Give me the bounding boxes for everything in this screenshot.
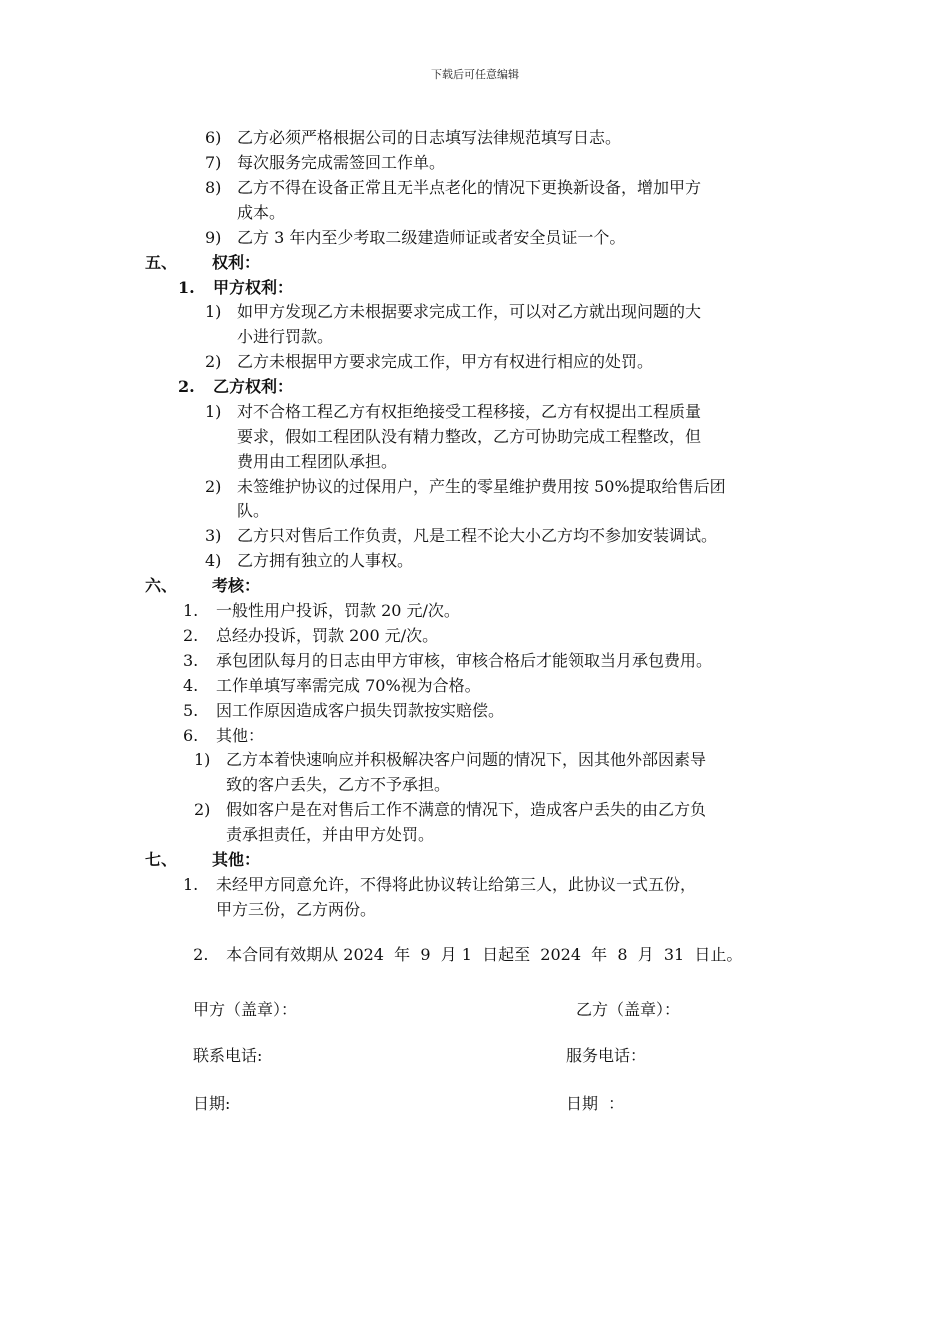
- list-item: [205, 228, 625, 248]
- item-text: 乙方 3 年内至少考取二级建造师证或者安全员证一个。: [237, 228, 626, 247]
- item-continuation: 队。: [237, 501, 270, 520]
- item-number: 2): [205, 477, 222, 496]
- item-text: 本合同有效期从 2024 年 9 月 1 日起至 2024 年 8 月 31 日止。: [226, 945, 743, 964]
- list-item: [183, 626, 438, 646]
- item-number: 2.: [183, 626, 199, 645]
- list-item: [194, 800, 706, 820]
- item-number: 4): [205, 551, 222, 570]
- item-text: 其他：: [216, 726, 265, 745]
- list-item: [205, 551, 413, 571]
- item-text: 乙方不得在设备正常且无半点老化的情况下更换新设备，增加甲方: [237, 178, 702, 197]
- subsection-number: 2.: [178, 377, 195, 396]
- item-text: 乙方只对售后工作负责，凡是工程不论大小乙方均不参加安装调试。: [237, 526, 718, 545]
- date-b-label: 日期 ：: [566, 1094, 625, 1113]
- item-number: 5.: [183, 701, 199, 720]
- list-item: [183, 676, 481, 696]
- section-number: 七、: [145, 850, 178, 869]
- section-heading: [145, 576, 260, 596]
- section-number: 五、: [145, 253, 178, 272]
- item-text: 如甲方发现乙方未根据要求完成工作，可以对乙方就出现问题的大: [237, 302, 702, 321]
- item-text: 每次服务完成需签回工作单。: [237, 153, 446, 172]
- subsection-heading: [178, 278, 293, 298]
- list-item: [205, 526, 717, 546]
- section-heading: [145, 253, 260, 273]
- item-text: 假如客户是在对售后工作不满意的情况下，造成客户丢失的由乙方负: [226, 800, 707, 819]
- item-text: 因工作原因造成客户损失罚款按实赔偿。: [216, 701, 505, 720]
- list-item: [205, 477, 726, 497]
- item-text: 总经办投诉，罚款 200 元/次。: [216, 626, 439, 645]
- list-item: [183, 651, 712, 671]
- item-continuation: 费用由工程团队承担。: [237, 452, 398, 471]
- subsection-heading: [178, 377, 293, 397]
- item-number: 3): [205, 526, 222, 545]
- item-text: 乙方拥有独立的人事权。: [237, 551, 414, 570]
- list-item: [183, 875, 696, 895]
- item-continuation: 责承担责任，并由甲方处罚。: [226, 825, 435, 844]
- item-number: 1): [205, 302, 222, 321]
- list-item: [205, 178, 701, 198]
- item-number: 7): [205, 153, 222, 172]
- item-continuation: 甲方三份，乙方两份。: [216, 900, 377, 919]
- list-item: [205, 128, 621, 148]
- section-title: 权利：: [212, 253, 261, 272]
- list-item: [183, 925, 742, 965]
- item-text: 乙方未根据甲方要求完成工作，甲方有权进行相应的处罚。: [237, 352, 654, 371]
- item-number: 2): [194, 800, 211, 819]
- service-phone-label: 服务电话：: [566, 1046, 647, 1065]
- item-number: 3.: [183, 651, 199, 670]
- item-text: 承包团队每月的日志由甲方审核，审核合格后才能领取当月承包费用。: [216, 651, 713, 670]
- list-item: [205, 402, 701, 422]
- item-continuation: 小进行罚款。: [237, 327, 334, 346]
- subsection-title: 乙方权利：: [213, 377, 294, 396]
- contact-phone-label: 联系电话:: [193, 1046, 263, 1065]
- item-text: 工作单填写率需完成 70%视为合格。: [216, 676, 481, 695]
- subsection-title: 甲方权利：: [213, 278, 294, 297]
- item-number: 1.: [183, 601, 199, 620]
- list-item: [205, 153, 445, 173]
- list-item: [183, 726, 264, 746]
- item-number: 2.: [193, 945, 209, 964]
- item-number: 8): [205, 178, 222, 197]
- subsection-number: 1.: [178, 278, 195, 297]
- party-a-seal-label: 甲方（盖章）：: [193, 1000, 298, 1019]
- date-a-label: 日期:: [193, 1094, 231, 1113]
- item-continuation: 要求，假如工程团队没有精力整改，乙方可协助完成工程整改，但: [237, 427, 702, 446]
- section-title: 其他：: [212, 850, 261, 869]
- list-item: [183, 701, 504, 721]
- list-item: [183, 601, 460, 621]
- list-item: [194, 750, 706, 770]
- item-number: 2): [205, 352, 222, 371]
- item-text: 一般性用户投诉，罚款 20 元/次。: [216, 601, 460, 620]
- item-number: 4.: [183, 676, 199, 695]
- item-number: 1.: [183, 875, 199, 894]
- page-header: 下载后可任意编辑: [431, 68, 519, 81]
- list-item: [205, 352, 653, 372]
- item-text: 未签维护协议的过保用户，产生的零星维护费用按 50%提取给售后团: [237, 477, 726, 496]
- item-number: 6): [205, 128, 222, 147]
- item-text: 乙方必须严格根据公司的日志填写法律规范填写日志。: [237, 128, 622, 147]
- list-item: [205, 302, 701, 322]
- item-number: 6.: [183, 726, 199, 745]
- item-continuation: 成本。: [237, 203, 286, 222]
- item-text: 乙方本着快速响应并积极解决客户问题的情况下，因其他外部因素导: [226, 750, 707, 769]
- section-heading: [145, 850, 260, 870]
- item-text: 对不合格工程乙方有权拒绝接受工程移接，乙方有权提出工程质量: [237, 402, 702, 421]
- item-continuation: 致的客户丢失，乙方不予承担。: [226, 775, 451, 794]
- section-number: 六、: [145, 576, 178, 595]
- party-b-seal-label: 乙方（盖章）：: [576, 1000, 681, 1019]
- item-number: 9): [205, 228, 222, 247]
- item-number: 1): [194, 750, 211, 769]
- section-title: 考核：: [212, 576, 261, 595]
- item-text: 未经甲方同意允许，不得将此协议转让给第三人，此协议一式五份，: [216, 875, 697, 894]
- item-number: 1): [205, 402, 222, 421]
